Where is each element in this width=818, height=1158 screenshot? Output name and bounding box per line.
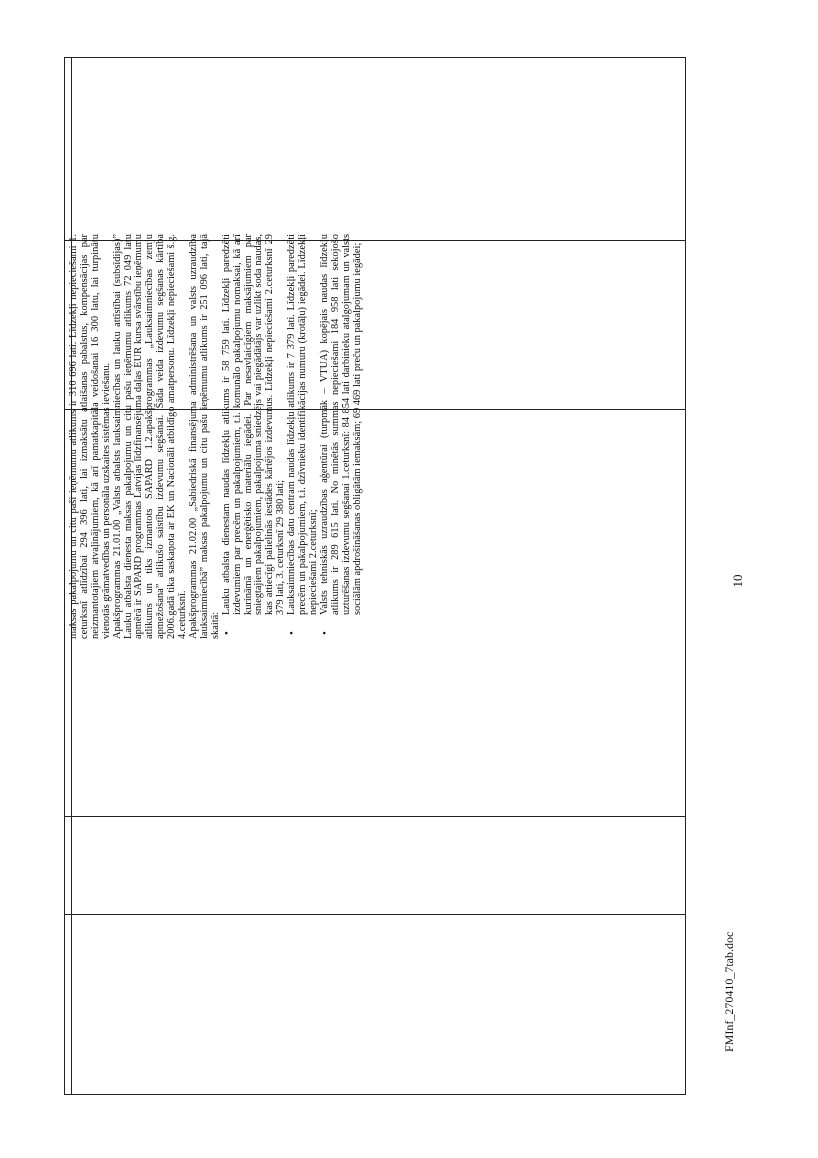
bullet-list (222, 234, 364, 639)
row-divider (65, 914, 685, 915)
list-item: • Lauku atbalsta dienestam naudas līdzekļu atlikums ir 58 759 lati. Līdzekļi paredzēti izdevumiem par precēm un pakalpojumiem, t.i. komunālo pakalpojumu nomaksai, kā arī kurināmā un enerģētisko materiālu iegādei. Par nesavlaicīgiem maksājumiem par sniegtajiem pakalpojumiem, pakalpojuma sniedzējs vai piegādātājs var uzlikt soda naudas, kas attiecīgi palielinās iestādes kārtējos izdevumus. Līdzekļi nepieciešami 2.ceturksnī 29 379 lati, 3. ceturksnī 29 380 lati; (222, 234, 287, 615)
paragraph-subprogram-21-01: Apakšprogrammas 21.01.00 „Valsts atbalsts lauksaimniecības un lauku attīstībai (subsīdijas)” Lauku atbalsta dienesta maksas pakalpojumu un citu pašu ieņēmumu atlikums 72 049 latu apmērā ir SAPARD programmas Latvijas līdzfinansējuma daļas EUR kursa svārstību ieņēmumu atlikums un tiks izmantots SAPARD 1.2.apakšprogrammas „Lauksaimniecības zemju apmežošana” atlikušo saistību izdevumu segšanai. Šāda veida izdevumu segšanas kārtība 2006.gadā tika saskaņota ar EK un Nacionāli atbildīgo amatpersonu. Līdzekļi nepieciešami š.g. 4.ceturksnī. (111, 234, 189, 639)
table-cell-text (69, 234, 363, 639)
rotated-cell-content (64, 195, 370, 642)
paragraph-subprogram-21-02: Apakšprogrammas 21.02.00 „Sabiedriskā finansējuma administrēšana un valsts uzraudzība lauksaimniecībā” maksas pakalpojumu un citu pašu ieņēmumu atlikums ir 251 096 lati, tajā skaitā: (187, 234, 221, 639)
list-item: • Lauksaimniecības datu centram naudas līdzekļu atlikums ir 7 379 lati. Līdzekļi paredzēti precēm un pakalpojumiem, t.i. dzīvnieku identifikācijas numuru (krotāļu) iegādei. Līdzekļi nepieciešami 2.ceturksnī; (287, 234, 320, 615)
page-number: 10 (730, 574, 745, 588)
row-divider (65, 816, 685, 817)
footer-filename: FMInf_270410_7tab.doc (722, 931, 736, 1052)
list-item: • Valsts tehniskās uzraudzības aģentūrai (turpmāk – VTUA) kopējais naudas līdzekļu atlikums ir 289 615 lati. No minētās summas nepieciešami 184 958 lati sekojošo uzturēšanas izdevumu segšanai 1.ceturksnī: 84 854 lati darbinieku atalgojumam un valsts sociālām apdrošināšanas obligātām iemaksām; 69 469 lati preču un pakalpojumu iegādei; (320, 234, 364, 615)
paragraph-intro: maksas pakalpojumu un citu paši ieņēmumu atlikums ir 310 696 lati. Līdzekļi nepieciešami 1. ceturksnī atlīdzībai 294 396 lati, lai izmaksātu atlaišanas pabalstus, kompensācijas par neizmantotajiem atvaļinājumiem, kā arī pamatkapitāla veidošanai 16 300 latu, lai turpinātu vienotās grāmatvedības un personāla uzskaites sistēmas ieviešanu. (68, 234, 112, 639)
